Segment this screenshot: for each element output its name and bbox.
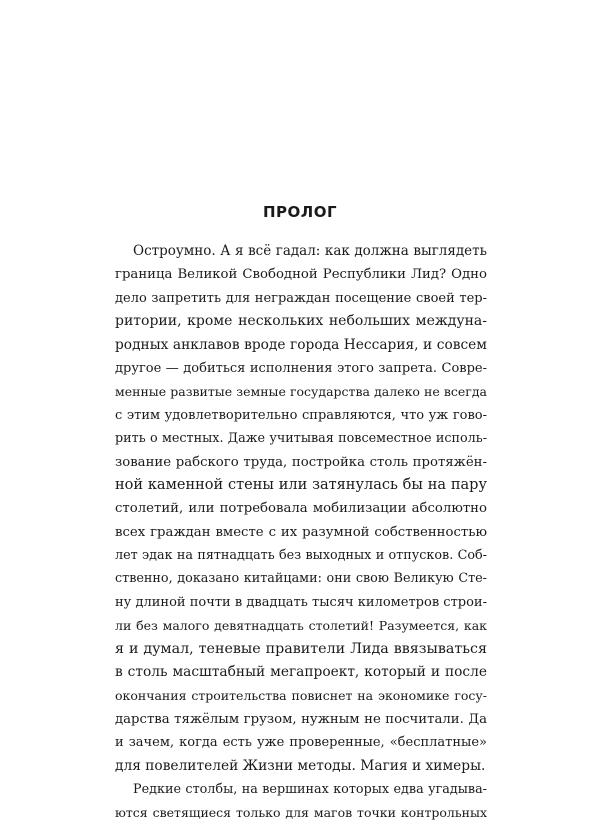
text-line: менные развитые земные государства далеко не всегда xyxy=(115,384,487,400)
text-line: другое — добиться исполнения этого запрета. Совре- xyxy=(115,360,487,376)
text-line: ли без малого девятнадцать столетий! Разумеется, как xyxy=(115,618,487,634)
text-line: ются светящиеся только для магов точки контрольных xyxy=(115,805,487,821)
text-line: рить о местных. Даже учитывая повсеместное исполь- xyxy=(115,431,487,447)
paragraph-1 xyxy=(115,240,487,778)
text-line: с этим удовлетворительно справляются, что уж гово- xyxy=(115,407,487,423)
text-line: окончания строительства повиснет на экономике госу- xyxy=(115,688,487,704)
text-line: ритории, кроме нескольких небольших междуна- xyxy=(115,313,487,330)
text-line: в столь масштабный мегапроект, который и после xyxy=(115,664,487,681)
chapter-title: ПРОЛОГ xyxy=(262,203,338,221)
text-line: для повелителей Жизни методы. Магия и химеры. xyxy=(115,757,486,774)
text-line: и зачем, когда есть уже проверенные, «бесплатные» xyxy=(115,735,487,751)
text-line: лет эдак на пятнадцать без выходных и отпусков. Соб- xyxy=(115,548,487,564)
text-line: Редкие столбы, на вершинах которых едва угадыва- xyxy=(133,781,487,797)
text-line: дело запретить для неграждан посещение своей тер- xyxy=(115,290,487,306)
body-text xyxy=(115,240,487,825)
text-line: Остроумно. А я всё гадал: как должна выглядеть xyxy=(133,243,487,259)
text-line: ственно, доказано китайцами: они свою Великую Сте- xyxy=(115,571,487,587)
text-line: всех граждан вместе с их разумной собственностью xyxy=(115,524,487,540)
text-line: ну длиной почти в двадцать тысяч километров строи- xyxy=(115,594,487,610)
text-line: граница Великой Свободной Республики Лид? Одно xyxy=(115,267,487,283)
text-line: родных анклавов вроде города Нессария, и совсем xyxy=(115,336,487,353)
text-line: ной каменной стены или затянулась бы на пару xyxy=(115,476,487,493)
text-line: столетий, или потребовала мобилизации абсолютно xyxy=(115,501,487,517)
paragraph-2 xyxy=(115,778,487,825)
text-line: зование рабского труда, постройка столь протяжён- xyxy=(115,454,487,470)
text-line: я и думал, теневые правители Лида ввязываться xyxy=(115,640,487,657)
text-line: дарства тяжёлым грузом, нужным не посчитали. Да xyxy=(115,711,487,727)
